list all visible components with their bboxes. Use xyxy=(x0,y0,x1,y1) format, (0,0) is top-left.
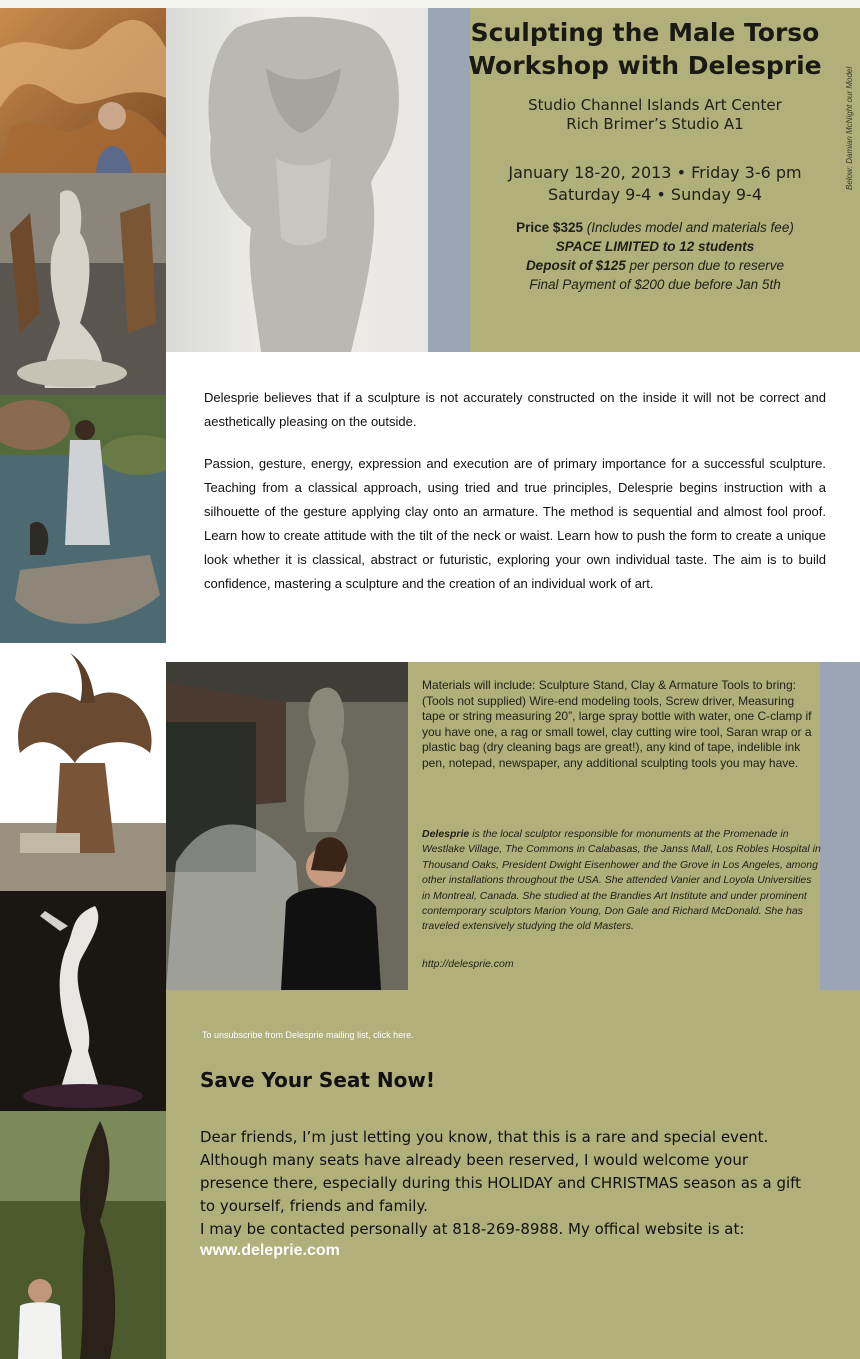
torso-sculpture-photo xyxy=(166,8,428,352)
website-link[interactable]: www.deleprie.com xyxy=(200,1242,340,1259)
deposit-line xyxy=(460,256,850,275)
final-payment: Final Payment of $200 due before Jan 5th xyxy=(529,277,781,292)
artist-bio-text: is the local sculptor responsible for monuments at the Promenade in Westlake Village, The Commons in Calabasas, the Janss Mall, Los Robles Hospital in Thousand Oaks, President Dwight Eisenhower and the Grove in Los Angeles, among other installations throughout the USA. She attended Vanier and Loyola Universities in Montreal, Canada. She studied at the Brandies Art Institute and under prominent contemporary sculptors Marion Young, Don Gale and Richard McDonald. She has traveled extensively studying the old Masters. xyxy=(422,828,821,933)
closing-message: Dear friends, I’m just letting you know, that this is a rare and special event. Although many seats have already been reserved, I would welcome your presence there, especially during this HOLIDAY and CHRISTMAS season as a gift to yourself, friends and family. xyxy=(200,1128,802,1215)
price-amount: Price $325 xyxy=(516,220,583,235)
deposit-note: per person due to reserve xyxy=(625,258,785,273)
delesprie-portrait-photo xyxy=(166,662,408,990)
sculpture-photo-6 xyxy=(0,1111,166,1359)
final-payment-line xyxy=(460,275,850,294)
venue-line1: Studio Channel Islands Art Center xyxy=(528,96,782,114)
sculpture-photo-4 xyxy=(0,643,166,891)
model-credit: Below: Damian McNight our Model xyxy=(845,66,854,190)
contact-line: I may be contacted personally at 818-269-8988. My offical website is at: xyxy=(200,1220,745,1238)
dates-line2: Saturday 9-4 • Sunday 9-4 xyxy=(547,185,762,204)
venue-line2: Rich Brimer’s Studio A1 xyxy=(566,115,744,133)
deposit-amount: Deposit of $125 xyxy=(525,258,626,273)
dates-line1: January 18-20, 2013 • Friday 3-6 pm xyxy=(508,163,802,182)
sculpture-photo-1 xyxy=(0,8,166,173)
save-seat-heading: Save Your Seat Now! xyxy=(200,1068,435,1092)
price-line xyxy=(460,218,850,237)
artist-bio xyxy=(422,827,822,935)
workshop-title-line2: Workshop with Delesprie xyxy=(468,51,822,80)
price-note: (Includes model and materials fee) xyxy=(582,220,794,235)
sculpture-photo-5 xyxy=(0,891,166,1111)
artist-website-link[interactable]: http://delesprie.com xyxy=(422,958,514,970)
intro-paragraph-2: Passion, gesture, energy, expression and execution are of primary importance for a successful sculpture. Teaching from a classical approach, using tried and true principles, Delesprie begins instruction with a silhouette of the gesture applying clay onto an armature. The method is sequential and almost fool proof. Learn how to create attitude with the tilt of the neck or waist. Learn how to push the form to create a unique look whether it is classical, abstract or futuristic, exploring your own individual taste. The aim is to build confidence, mastering a sculpture and the creation of an individual work of art. xyxy=(204,456,826,591)
space-limited-line xyxy=(460,237,850,256)
artist-name: Delesprie xyxy=(422,828,470,840)
workshop-title-line1: Sculpting the Male Torso xyxy=(470,18,820,47)
intro-paragraph-1: Delesprie believes that if a sculpture is not accurately constructed on the inside it will not be correct and aesthetically pleasing on the outside. xyxy=(204,390,826,429)
space-limited: SPACE LIMITED to 12 students xyxy=(555,239,755,254)
materials-blue-strip xyxy=(820,662,860,990)
unsubscribe-link[interactable]: To unsubscribe from Delesprie mailing list, click here. xyxy=(202,1030,414,1040)
sculpture-photo-3 xyxy=(0,395,166,643)
sculpture-photo-2 xyxy=(0,173,166,395)
materials-list: Materials will include: Sculpture Stand, Clay & Armature Tools to bring: (Tools not supplied) Wire-end modeling tools, Screw driver, Measuring tape or string measuring 20”, large spray bottle with water, one C-clamp if you have one, a rag or small towel, clay cutting wire tool, Saran wrap or a plastic bag (dry cleaning bags are great!), any kind of tape, indelible ink pen, notepad, newspaper, any additional sculpting tools you may have. xyxy=(422,678,812,770)
